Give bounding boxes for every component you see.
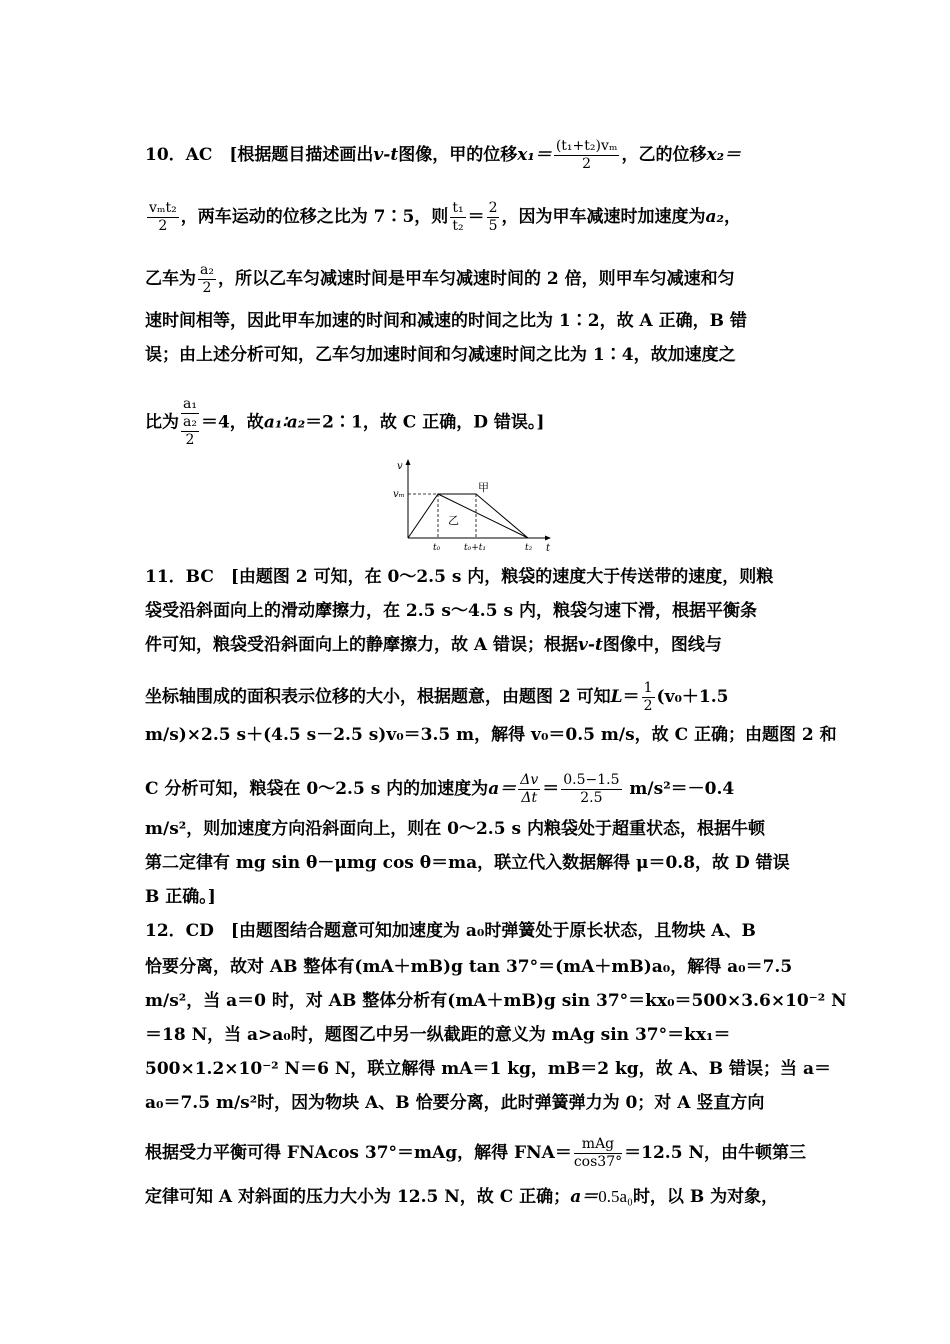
q10-frac-x1	[554, 138, 620, 173]
frac-num: Δv	[520, 772, 539, 788]
q12-line-5: 500×1.2×10⁻² N＝6 N，联立解得 mA＝1 kg，mB＝2 kg，故 A、B 错误；当 a＝	[145, 1059, 831, 1079]
q10-frac-t	[450, 200, 465, 235]
q10-text: ＝2∶1，故 C 正确，D 错误。]	[305, 412, 545, 433]
q11-line-2: 袋受沿斜面向上的滑动摩擦力，在 2.5 s～4.5 s 内，粮袋匀速下滑，根据平衡条	[145, 601, 757, 621]
frac-den: 5	[488, 218, 498, 234]
q10-text: 10．AC [根据题目描述画出	[145, 145, 374, 165]
q10-line-4: 速时间相等，因此甲车加速的时间和减速的时间之比为 1∶2，故 A 正确，B 错	[145, 311, 747, 331]
vm-label: vₘ	[393, 489, 405, 500]
axis-t-label: t	[546, 543, 551, 554]
frac-den: 2	[582, 156, 592, 172]
q12-line-3: m/s²，当 a＝0 时，对 AB 整体分析有(mA＋mB)g sin 37°＝kx₀＝500×3.6×10⁻² N	[145, 991, 847, 1011]
q11-L: L	[610, 687, 623, 707]
frac-mid: a₂	[183, 414, 197, 430]
frac-den: 2	[643, 698, 653, 714]
t2-label: t₂	[525, 543, 533, 553]
q12-frac-fna	[574, 1136, 622, 1171]
q10-text: ，因为甲车减速时加速度为	[501, 207, 706, 227]
q10-text: ，所以乙车匀减速时间是甲车匀减速时间的 2 倍，则甲车匀减速和匀	[217, 269, 735, 289]
q11-line-3	[145, 634, 810, 656]
jia-line	[408, 494, 528, 538]
frac-num: vₘt₂	[149, 200, 177, 216]
q11-line-5: m/s)×2.5 s＋(4.5 s－2.5 s)v₀＝3.5 m，解得 v₀＝0.5 m/s，故 C 正确；由题图 2 和	[145, 725, 837, 745]
q12-text: ＝12.5 N，由牛顿第三	[624, 1143, 806, 1163]
q10-line-3	[145, 262, 810, 297]
q11-line-8: 第二定律有 mg sin θ－μmg cos θ＝ma，联立代入数据解得 μ＝0.8，故 D 错误	[145, 853, 790, 873]
q11-frac-dv-dt	[518, 772, 540, 807]
frac-num: 0.5−1.5	[563, 772, 620, 788]
q11-line-6	[145, 772, 810, 807]
q11-text: 坐标轴围成的面积表示位移的大小，根据题意，由题图 2 可知	[145, 687, 611, 707]
q11-text: C 分析可知，粮袋在 0～2.5 s 内的加速度为	[145, 779, 489, 799]
q10-x2: x₂＝	[706, 145, 742, 165]
q11-a: a＝	[488, 779, 517, 799]
q11-line-9: B 正确。]	[145, 887, 216, 907]
q11-text: 图像中，图线与	[602, 635, 722, 655]
frac-num: 2	[488, 200, 498, 216]
frac-den: 2.5	[580, 790, 603, 806]
q10-text: 乙车为	[145, 269, 196, 289]
q11-line-4	[145, 680, 810, 715]
q11-text: (v₀＋1.5	[656, 687, 729, 707]
q12-line-6: a₀＝7.5 m/s²时，因为物块 A、B 恰要分离，此时弹簧弹力为 0；对 A 竖直方向	[145, 1093, 765, 1113]
q10-line-1	[145, 138, 810, 173]
q12-text: 根据受力平衡可得 FNAcos 37°＝mAg，解得 FNA＝	[145, 1143, 572, 1163]
q12-line-1: 12．CD [由题图结合题意可知加速度为 a₀时弹簧处于原长状态，且物块 A、B	[145, 921, 756, 941]
q12-line-7	[145, 1136, 810, 1171]
frac-num: (t₁+t₂)vₘ	[555, 138, 618, 154]
frac-num: a₂	[200, 262, 214, 278]
q12-line-8	[145, 1186, 810, 1208]
q10-text: 比为	[145, 412, 179, 433]
q10-text: ＝4，故	[200, 412, 264, 433]
q10-a2: a₂	[705, 207, 724, 227]
t0t1-label: t₀+t₁	[464, 543, 486, 553]
q10-x1: x₁＝	[517, 145, 552, 165]
frac-den: t₂	[452, 218, 464, 234]
q11-text: 件可知，粮袋受沿斜面向上的静摩擦力，故 A 错误；根据	[145, 635, 579, 655]
q12-text: 时，以 B 为对象，	[632, 1187, 779, 1207]
q10-line-5: 误；由上述分析可知，乙车匀加速时间和匀减速时间之比为 1∶4，故加速度之	[145, 345, 736, 365]
axis-v-label: v	[397, 461, 403, 472]
q10-frac-a2	[198, 262, 216, 297]
q10-text: ，	[723, 207, 741, 227]
q11-line-1: 11．BC [由题图 2 可知，在 0～2.5 s 内，粮袋的速度大于传送带的速度，则粮	[145, 567, 774, 587]
jia-label: 甲	[478, 481, 489, 494]
q10-text: ＝	[467, 207, 485, 227]
frac-num: t₁	[452, 200, 464, 216]
q10-line-2	[145, 200, 810, 235]
frac-num: mAg	[574, 1136, 622, 1154]
q10-vt: v-t	[373, 145, 399, 165]
q11-text: ＝	[622, 687, 640, 707]
vt-graph	[388, 456, 560, 558]
q12-a: a＝	[570, 1187, 599, 1207]
q10-text: ，两车运动的位移之比为 7∶5，则	[180, 207, 449, 227]
q11-frac-half	[642, 680, 655, 715]
frac-den: 2	[158, 218, 168, 234]
q10-text: ，乙的位移	[621, 145, 707, 165]
q10-frac-x2	[147, 200, 179, 235]
frac-den: 2	[185, 432, 195, 448]
q12-line-2: 恰要分离，故对 AB 整体有(mA＋mB)g tan 37°＝(mA＋mB)a₀，解得 a₀＝7.5	[145, 957, 793, 977]
t0-label: t₀	[433, 543, 441, 553]
yi-label: 乙	[448, 514, 459, 527]
t-axis-arrow	[545, 536, 551, 541]
v-axis-arrow	[406, 459, 411, 465]
frac-den: Δt	[521, 790, 538, 806]
frac-den: 2	[202, 280, 212, 296]
q12-line-4: ＝18 N，当 a>a₀时，题图乙中另一纵截距的意义为 mAg sin 37°＝kx₁＝	[145, 1025, 731, 1045]
q11-text: ＝	[542, 779, 560, 799]
q12-half-a0: 0.5a₀	[598, 1187, 633, 1206]
q11-line-7: m/s²，则加速度方向沿斜面向上，则在 0～2.5 s 内粮袋处于超重状态，根据牛顿	[145, 819, 765, 839]
q10-frac-ratio	[487, 200, 500, 235]
q10-ratio: a₁∶a₂	[263, 412, 306, 433]
frac-den: cos37°	[573, 1154, 623, 1170]
q10-compound-frac	[181, 396, 199, 449]
frac-num: a₁	[183, 396, 197, 412]
q11-frac-value	[561, 772, 621, 807]
q12-text: 定律可知 A 对斜面的压力大小为 12.5 N，故 C 正确；	[145, 1187, 571, 1207]
q11-text: m/s²＝－0.4	[629, 779, 735, 799]
q11-vt: v-t	[578, 635, 603, 655]
frac-num: 1	[643, 680, 653, 696]
q10-text: 图像，甲的位移	[398, 145, 518, 165]
q10-line-6	[145, 396, 810, 456]
